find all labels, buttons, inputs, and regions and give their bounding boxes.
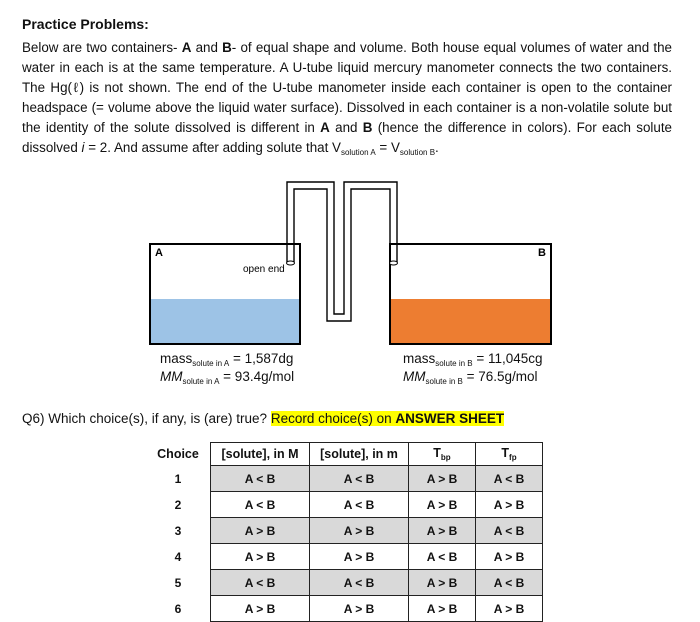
- cell-molality: A < B: [310, 570, 409, 596]
- container-b-ref: B: [222, 40, 232, 55]
- cell-molality: A < B: [310, 492, 409, 518]
- table-header-row: [146, 443, 543, 466]
- choice-number: 4: [174, 549, 182, 564]
- mm-solute-b: $MM_{solute in B} = 76.5g/mol$: [403, 369, 538, 386]
- mass-solute-a: mass$_{solute in A}$ = 1,587dg: [160, 351, 294, 368]
- manometer-tube: [287, 182, 397, 321]
- header-choice: Choice: [146, 443, 211, 466]
- cell-molarity: A < B: [211, 492, 310, 518]
- water-b: [390, 299, 551, 344]
- cell-tfp: A > B: [476, 596, 543, 622]
- page-heading: Practice Problems:: [22, 16, 149, 32]
- cell-molarity: A > B: [211, 596, 310, 622]
- container-b-label: B: [538, 247, 546, 259]
- answer-sheet-highlight: Record choice(s) on ANSWER SHEET: [270, 411, 505, 426]
- open-end-b: [390, 261, 398, 265]
- cell-molality: A > B: [310, 596, 409, 622]
- cell-tfp: A < B: [476, 518, 543, 544]
- table-row: [146, 544, 543, 570]
- intro-paragraph: Below are two containers- A and B- of equal shape and volume. Both house equal volumes of water and the water in each is at the same temperature. A U-tube liquid mercury manometer connects the two containers. The Hg(ℓ) is not shown. The end of the U-tube manometer inside each container is open to the container headspace (= volume above the liquid water surface). Dissolved in each container is a non-volatile solute but the identity of the solute dissolved is different in A and B (hence the difference in colors). For each solute dissolved i = 2. And assume after adding solute that $V_{solution A} = V_{solution B}$.: [22, 40, 672, 157]
- cell-molality: A > B: [310, 518, 409, 544]
- table-row: [146, 518, 543, 544]
- cell-molality: A > B: [310, 544, 409, 570]
- table-row: [146, 492, 543, 518]
- mm-solute-a: $MM_{solute in A} = 93.4g/mol$: [160, 369, 295, 386]
- table-row: [146, 466, 543, 492]
- cell-tbp: A > B: [409, 518, 476, 544]
- cell-tbp: A < B: [409, 544, 476, 570]
- table-row: [146, 570, 543, 596]
- cell-molarity: A < B: [211, 570, 310, 596]
- cell-molarity: A > B: [211, 544, 310, 570]
- cell-tfp: A < B: [476, 570, 543, 596]
- question-q6: Q6) Which choice(s), if any, is (are) true? Record choice(s) on ANSWER SHEET: [22, 411, 505, 426]
- choice-number: 1: [174, 471, 182, 486]
- mass-solute-b: mass$_{solute in B}$ = 11,045cg: [403, 351, 543, 368]
- header-tfp: $T_{fp}$: [476, 443, 543, 466]
- cell-molality: A < B: [310, 466, 409, 492]
- choices-table: [146, 442, 543, 622]
- choice-number: 3: [174, 523, 182, 538]
- container-a-label: A: [155, 247, 163, 259]
- open-end-label: open end: [243, 264, 285, 275]
- header-tbp: $T_{bp}$: [409, 443, 476, 466]
- header-molality: [solute], in m: [310, 443, 409, 466]
- cell-tfp: A > B: [476, 492, 543, 518]
- cell-tfp: A > B: [476, 544, 543, 570]
- cell-molarity: A > B: [211, 518, 310, 544]
- cell-tbp: A > B: [409, 596, 476, 622]
- cell-molarity: A < B: [211, 466, 310, 492]
- choice-number: 6: [174, 601, 182, 616]
- choice-number: 5: [174, 575, 182, 590]
- cell-tbp: A > B: [409, 492, 476, 518]
- cell-tfp: A < B: [476, 466, 543, 492]
- header-molarity: [solute], in M: [211, 443, 310, 466]
- cell-tbp: A > B: [409, 570, 476, 596]
- water-a: [150, 299, 300, 344]
- container-a-ref: A: [181, 40, 192, 55]
- open-end-a: [287, 261, 295, 265]
- cell-tbp: A > B: [409, 466, 476, 492]
- choice-number: 2: [174, 497, 182, 512]
